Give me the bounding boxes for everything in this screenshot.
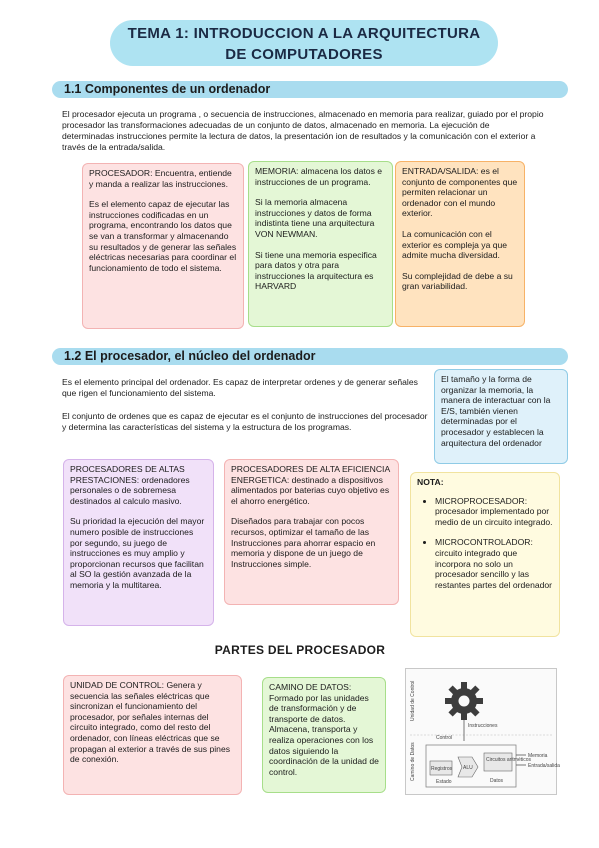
memoria-box bbox=[248, 161, 393, 327]
diagram-label-alu: ALU bbox=[463, 765, 473, 771]
eficiencia-description: Diseñados para trabajar con pocos recursos, optimizar el tamaño de las Instrucciones para ahorrar espacio en memoria y dispone de un juego de Instrucciones simple. bbox=[231, 516, 376, 569]
diagram-label-uc: Unidad de Control bbox=[410, 680, 416, 721]
diagram-label-registros: Registros bbox=[431, 766, 453, 772]
section-2-intro-2: El conjunto de ordenes que es capaz de ejecutar es el conjunto de instrucciones del procesador y determina las características del sistema y la estructura de los programas. bbox=[62, 411, 428, 432]
document-title bbox=[110, 20, 498, 66]
camino-datos-text: CAMINO DE DATOS: Formado por las unidades de transformación y de transporte de datos. Almacena, transporta y realiza operaciones con los datos siguiendo la coordinación de la unidad de control. bbox=[269, 682, 379, 777]
section-1-intro: El procesador ejecuta un programa , o secuencia de instrucciones, almacenado en memoria para realizar, guiado por el propio procesador las transformaciones adecuadas de un conjunto de datos, almacenado en memoria. La ejecución de determinadas instrucciones permite la lectura de datos, la presentación ion de resultados y la comunicación con el exterior a través de la entrada/salida. bbox=[62, 109, 544, 152]
processor-diagram bbox=[405, 668, 560, 795]
nota-item-microprocesador: • MICROPROCESADOR: procesador implementado por medio de un circuito integrado. bbox=[435, 496, 553, 528]
es-complexity: La comunicación con el exterior es compleja ya que admite mucha diversidad. bbox=[402, 228, 508, 261]
diagram-label-inst: Instrucciones bbox=[468, 723, 498, 729]
altas-prestaciones-box bbox=[63, 459, 214, 626]
unidad-control-text: UNIDAD DE CONTROL: Genera y secuencia las señales eléctricas que sincronizan el funcionamiento del procesador, por señales internas del circuito integrado, como del resto del ordenador, con líneas eléctricas que se propagan al exterior a través de sus pines de conexión. bbox=[70, 680, 231, 765]
title-line-2: DE COMPUTADORES bbox=[225, 46, 383, 63]
section-2-heading: 1.2 El procesador, el núcleo del ordenador bbox=[52, 348, 568, 365]
procesador-box bbox=[82, 163, 244, 329]
diagram-label-cd: Camino de Datos bbox=[410, 742, 416, 781]
unidad-control-box bbox=[63, 675, 242, 795]
nota-box bbox=[410, 472, 560, 637]
nota-item-microcontrolador: • MICROCONTROLADOR: circuito integrado que incorpora no solo un procesador sencillo y las restantes partes del ordenador bbox=[435, 537, 553, 590]
altas-description: Su prioridad la ejecución del mayor numero posible de instrucciones por segundo, su juego de instrucciones es muy amplio y proporcionan recursos que facilitan al SO la gestión avanzada de la memoria y la multitarea. bbox=[70, 516, 205, 590]
title-line-1: TEMA 1: INTRODUCCION A LA ARQUITECTURA bbox=[127, 25, 481, 42]
processor-diagram-svg bbox=[406, 669, 560, 794]
memoria-definition: MEMORIA: almacena los datos e instrucciones de un programa. bbox=[255, 166, 383, 187]
section-2-intro-1: Es el elemento principal del ordenador. Es capaz de interpretar ordenes y de generar señales que rigen el funcionamiento del sistema. bbox=[62, 377, 418, 398]
es-definition: ENTRADA/SALIDA: es el conjunto de componentes que permiten relacionar un ordenador con el mundo exterior. bbox=[402, 166, 518, 219]
memoria-es-note-box bbox=[434, 369, 568, 464]
procesador-description: Es el elemento capaz de ejecutar las instrucciones codificadas en un programa, encontrando los datos que se van a transformar y almacenando su resultados y de generar las señales eléctricas necesarias para coordinar el funcionamiento de todo el sistema. bbox=[89, 199, 237, 273]
diagram-label-datos: Datos bbox=[490, 778, 504, 784]
camino-datos-box bbox=[262, 677, 386, 793]
nota-list bbox=[417, 496, 553, 591]
eficiencia-definition: PROCESADORES DE ALTA EFICIENCIA ENERGETICA: destinado a dispositivos alimentados por baterias cuyo objetivo es el ahorro energético. bbox=[231, 464, 390, 506]
partes-heading: PARTES DEL PROCESADOR bbox=[214, 643, 386, 657]
entrada-salida-box bbox=[395, 161, 525, 327]
es-variability: Su complejidad de debe a su gran variabilidad. bbox=[402, 270, 513, 292]
diagram-label-ctrl: Control bbox=[436, 735, 453, 741]
eficiencia-energetica-box bbox=[224, 459, 399, 605]
diagram-label-estado: Estado bbox=[436, 779, 452, 785]
section-1-heading: 1.1 Componentes de un ordenador bbox=[52, 81, 568, 98]
diagram-label-circuitos: Circuitos aritméticos bbox=[486, 757, 532, 763]
memoria-es-note: El tamaño y la forma de organizar la memoria, la manera de interactuar con la E/S, también vienen determinadas por el procesador y establecen la arquitectura del ordenador bbox=[441, 374, 551, 448]
memoria-von-neumann: Si la memoria almacena instrucciones y datos de forma indistinta tiene una arquitectura VON NEWMAN. bbox=[255, 197, 375, 239]
gear-icon bbox=[445, 682, 483, 720]
procesador-definition: PROCESADOR: Encuentra, entiende y manda a realizar las instrucciones. bbox=[89, 168, 232, 189]
diagram-label-es: Entrada/salida bbox=[528, 763, 560, 769]
nota-title: NOTA: bbox=[417, 477, 444, 487]
diagram-label-memoria: Memoria bbox=[528, 753, 548, 759]
memoria-harvard: Si tiene una memoria especifica para datos y otra para instrucciones la arquitectura es HARVARD bbox=[255, 249, 377, 292]
altas-definition: PROCESADORES DE ALTAS PRESTACIONES: ordenadores personales o de sobremesa destinados al calculo masivo. bbox=[70, 464, 190, 506]
